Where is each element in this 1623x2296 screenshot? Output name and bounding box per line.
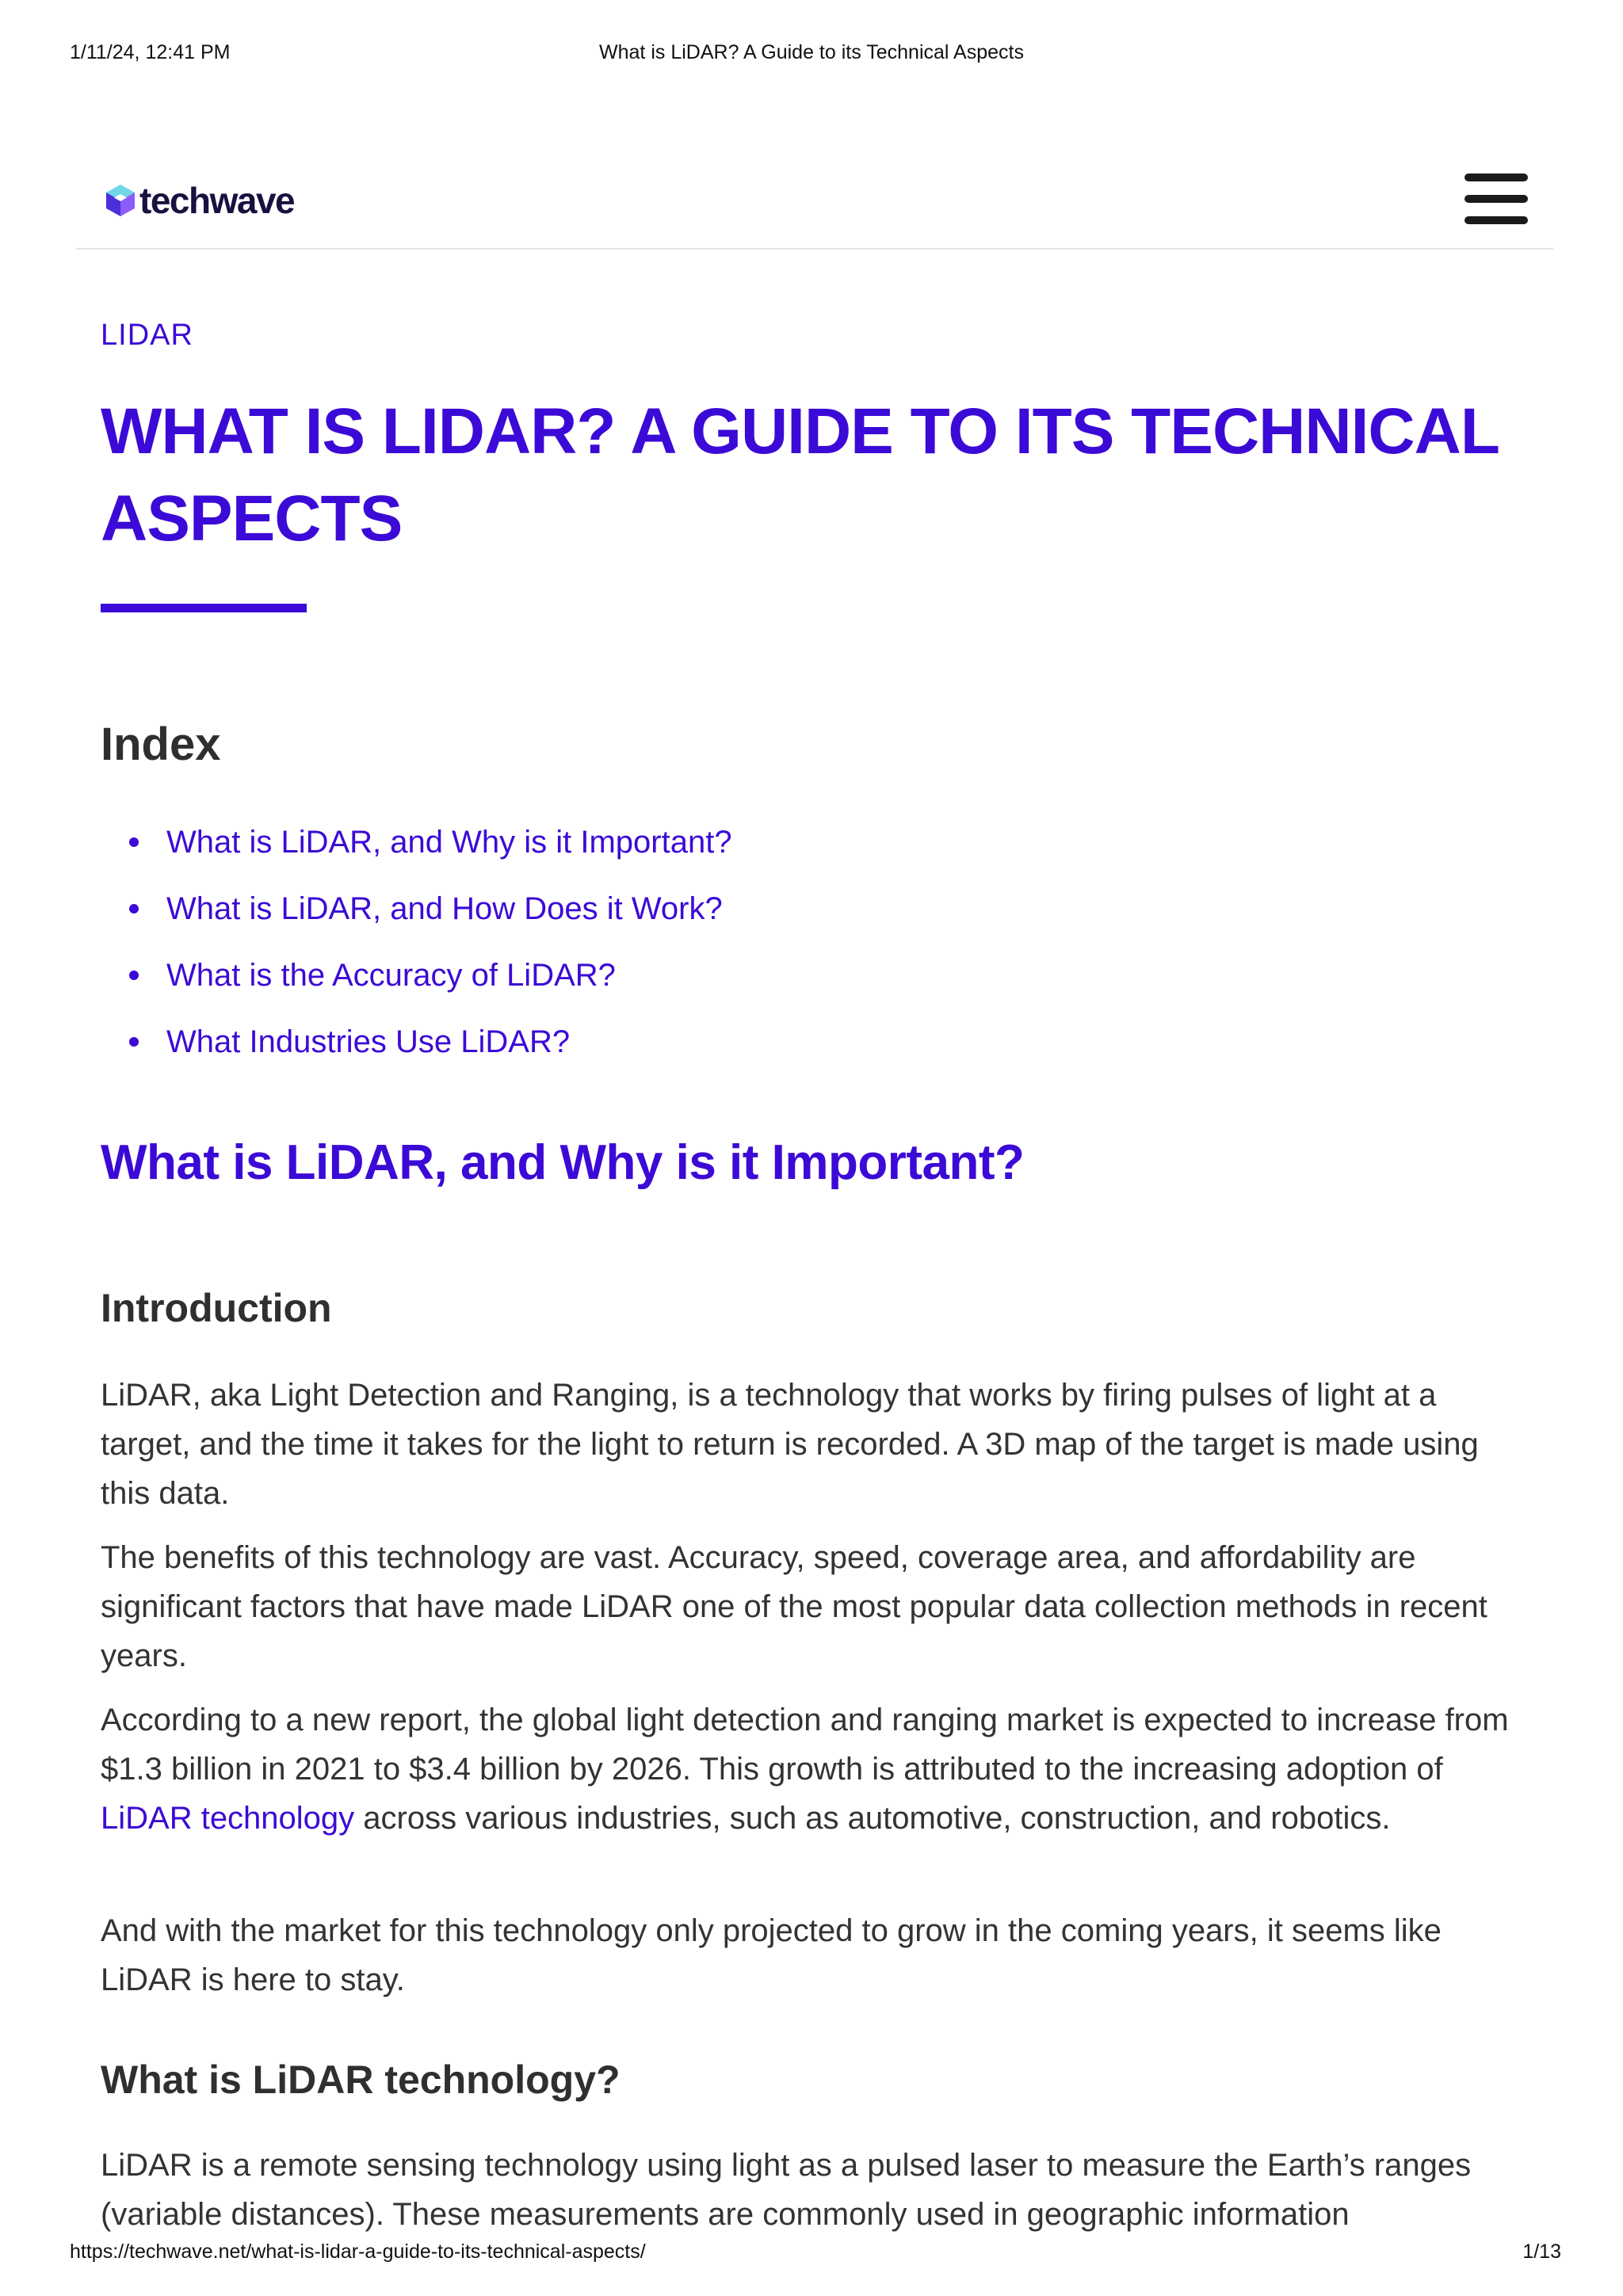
index-link[interactable]: What is LiDAR, and How Does it Work? — [101, 887, 732, 953]
print-url: https://techwave.net/what-is-lidar-a-guide-to-its-technical-aspects/ — [70, 2241, 646, 2263]
site-logo[interactable] — [105, 177, 294, 224]
lidar-technology-link[interactable]: LiDAR technology — [101, 1801, 355, 1836]
title-underline — [101, 604, 307, 612]
paragraph-text: According to a new report, the global light detection and ranging market is expected to increase from $1.3 billion in 2021 to $3.4 billion by 2026. This growth is attributed to the increasing adoption of — [101, 1703, 1509, 1787]
tech-paragraph-clip — [101, 2141, 1527, 2232]
category-link[interactable]: LIDAR — [101, 318, 193, 352]
paragraph-text: across various industries, such as automotive, construction, and robotics. — [354, 1801, 1391, 1836]
intro-paragraph-4: And with the market for this technology only projected to grow in the coming years, it seems like LiDAR is here to stay. — [101, 1913, 1442, 1997]
page-number: 1/13 — [1522, 2241, 1561, 2263]
site-navbar — [76, 162, 1553, 250]
tech-paragraph-1: LiDAR is a remote sensing technology using light as a pulsed laser to measure the Earth’s ranges (variable distances). These measurements are commonly used in geographic information — [101, 2148, 1472, 2232]
intro-paragraph-2: The benefits of this technology are vast. Accuracy, speed, coverage area, and affordability are significant factors that have made LiDAR one of the most popular data collection methods in recent years. — [101, 1540, 1487, 1673]
cube-logo-icon — [105, 183, 136, 218]
intro-paragraph-3 — [101, 1695, 1527, 1843]
logo-text: techwave — [139, 180, 295, 221]
introduction-heading: Introduction — [101, 1286, 332, 1330]
lidar-technology-heading: What is LiDAR technology? — [101, 2058, 621, 2102]
print-datetime: 1/11/24, 12:41 PM — [70, 41, 231, 63]
index-link[interactable]: What is the Accuracy of LiDAR? — [101, 953, 732, 1020]
page-title: WHAT IS LIDAR? A GUIDE TO ITS TECHNICAL ASPECTS — [101, 395, 1499, 555]
index-heading: Index — [101, 719, 221, 770]
index-link[interactable]: What Industries Use LiDAR? — [101, 1020, 732, 1086]
index-link[interactable]: What is LiDAR, and Why is it Important? — [101, 820, 732, 887]
hamburger-menu-icon[interactable] — [1465, 174, 1529, 224]
index-list — [101, 820, 732, 1086]
intro-paragraph-1: LiDAR, aka Light Detection and Ranging, is a technology that works by firing pulses of light at a target, and the time it takes for the light to return is recorded. A 3D map of the target is made using this data. — [101, 1378, 1479, 1511]
section-heading: What is LiDAR, and Why is it Important? — [101, 1135, 1025, 1190]
print-document-title: What is LiDAR? A Guide to its Technical Aspects — [599, 41, 1024, 63]
